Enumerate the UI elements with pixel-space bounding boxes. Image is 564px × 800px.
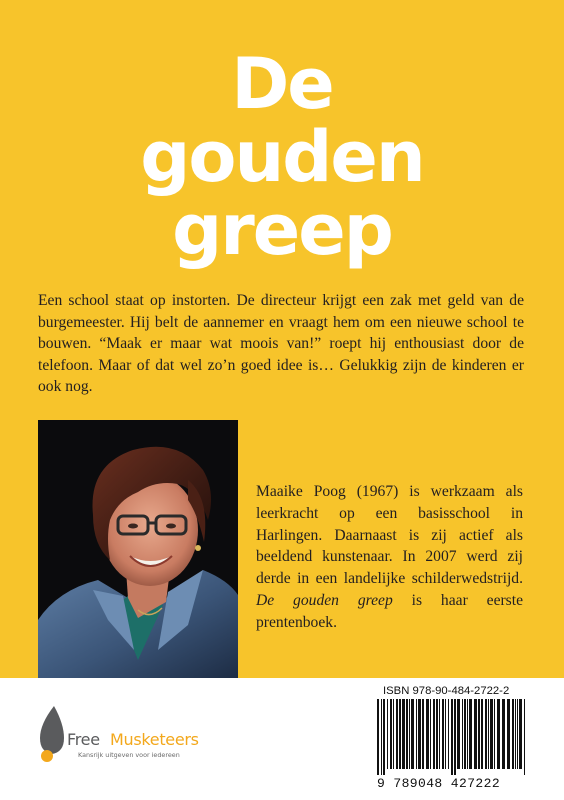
isbn-label: ISBN 978-90-484-2722-2 — [383, 685, 510, 697]
barcode-bar — [469, 699, 472, 769]
barcode-bar — [377, 699, 379, 775]
title-line-1: De — [231, 43, 333, 125]
barcode-bar — [445, 699, 446, 769]
barcode-bar — [442, 699, 444, 769]
publisher-logo — [34, 704, 199, 774]
barcode-bar — [507, 699, 510, 769]
barcode-bar — [387, 699, 388, 769]
barcode-bar — [406, 699, 408, 769]
barcode-bar — [490, 699, 493, 769]
barcode-bar — [462, 699, 463, 769]
barcode-bar — [497, 699, 500, 769]
barcode-bar — [517, 699, 518, 769]
author-photo — [38, 420, 238, 678]
barcode-bar — [457, 699, 460, 769]
publisher-tagline: Kansrijk uitgeven voor iedereen — [78, 751, 180, 759]
barcode-bar — [430, 699, 431, 769]
barcode-bar — [464, 699, 466, 769]
book-title — [0, 43, 564, 271]
barcode-bar — [383, 699, 385, 775]
barcode-bar — [399, 699, 401, 769]
bio-intro: Maaike Poog (1967) is werkzaam als leerkracht op een basisschool in Harlingen. Daarnaast is zij actief als beeldend kunstenaar. In 2007 werd zij derde in een landelijke schilderwedstrijd. — [256, 483, 523, 588]
barcode-bar — [519, 699, 522, 769]
barcode-bar — [448, 699, 449, 769]
author-portrait-illustration — [38, 420, 238, 678]
barcode-bar — [381, 699, 382, 775]
barcode-bar — [478, 699, 480, 769]
barcode-bar — [390, 699, 392, 769]
barcode-bar — [494, 699, 495, 769]
barcode-bar — [481, 699, 483, 769]
bio-book-title: De gouden greep — [256, 591, 393, 609]
barcode-bar — [474, 699, 477, 769]
bio-outro: is haar eerste prentenboek. — [256, 591, 524, 631]
barcode-bar — [426, 699, 429, 769]
barcode-bar — [422, 699, 424, 769]
publisher-name-free: Free — [67, 730, 100, 749]
barcode-bar — [396, 699, 398, 769]
barcode-bar — [416, 699, 417, 769]
barcode-bar — [515, 699, 516, 769]
barcode-bar — [485, 699, 487, 769]
barcode-bar — [411, 699, 414, 769]
barcode-bar — [418, 699, 421, 769]
barcode-bar — [439, 699, 440, 769]
barcode-bar — [436, 699, 438, 769]
barcode-bar — [451, 699, 453, 775]
title-line-3: greep — [172, 189, 392, 271]
author-bio — [256, 481, 523, 634]
barcode-bar — [467, 699, 468, 769]
barcode-icon — [375, 699, 531, 775]
publisher-name-musketeers: Musketeers — [110, 730, 199, 749]
title-line-2: gouden — [140, 116, 424, 198]
barcode-bar — [409, 699, 410, 769]
barcode-bar — [524, 699, 525, 775]
barcode-bar — [433, 699, 435, 769]
barcode-bar — [502, 699, 505, 769]
barcode-bar — [402, 699, 405, 769]
barcode-bar — [512, 699, 514, 769]
isbn-digits: 9 789048 427222 — [377, 776, 501, 791]
blurb-text: Een school staat op instorten. De directeur krijgt een zak met geld van de burgemeester. Hij belt de aannemer en vraagt hem om een nieuwe school te bouwen. “Maak er maar wat moois van!” roept hij enthousiast door de telefoon. Maar of dat wel zo’n goed idee is… Gelukkig zijn de kinderen er ook nog. — [38, 292, 524, 395]
barcode-bar — [454, 699, 456, 775]
barcode-bar — [488, 699, 489, 769]
barcode-bar — [393, 699, 394, 769]
